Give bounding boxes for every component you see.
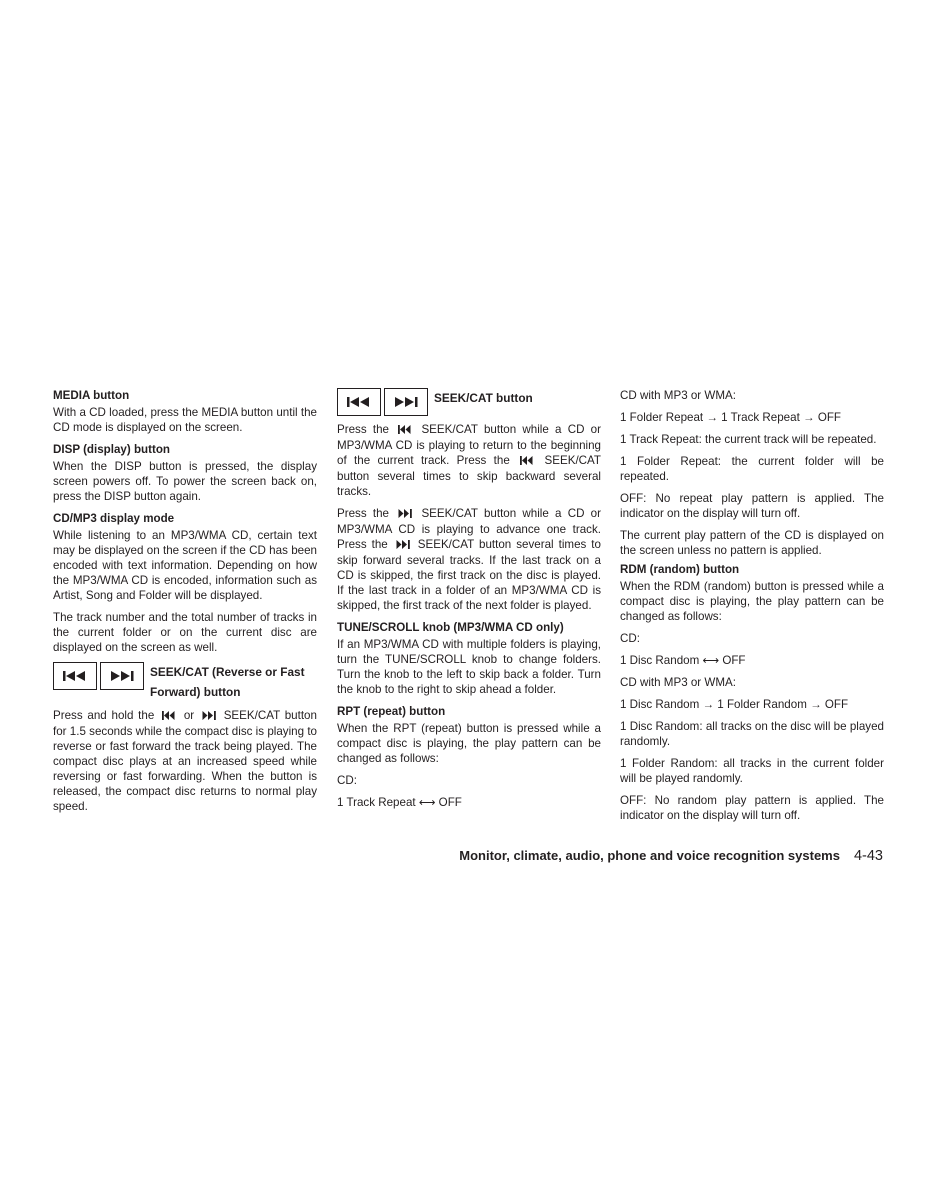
seek-text-or: or [183,709,195,722]
off-repeat-text: OFF: No repeat play pattern is applied. The indicator on the display will turn off. [620,492,884,520]
rpt-mp3-label: CD with MP3 or WMA: [620,389,736,402]
column-1 [53,388,317,821]
rdm-heading: RDM (random) button [620,563,740,576]
skip-back-icon [53,662,97,690]
skip-forward-icon [202,709,216,724]
seek-reverse-forward-text [53,708,317,814]
skip-forward-icon [396,538,410,553]
rdm-cd-label: CD: [620,632,640,645]
page-number: 4-43 [853,848,883,864]
skip-forward-icon [384,388,428,416]
rpt-mp3-pattern: 1 Folder Repeat → 1 Track Repeat → OFF [620,411,842,424]
seek-text-b: SEEK/CAT button for 1.5 seconds while the compact disc is playing to reverse or fast forward the track being played. The compact disc plays at an increased speed while reversing or fast forwarding. When the button is released, the compact disc returns to normal play speed. [53,709,317,813]
media-text: With a CD loaded, press the MEDIA button until the CD mode is displayed on the screen. [53,406,317,434]
seek-forward-text-a: Press the [337,507,389,520]
rdm-cd-pattern: 1 Disc Random ⟷ OFF [620,654,746,667]
seek-cat-button-pair [337,388,428,416]
seek-cat-heading-row [337,388,601,416]
seek-reverse-forward-heading-row [53,662,317,702]
disc-random-text: 1 Disc Random: all tracks on the disc will be played randomly. [620,720,884,748]
skip-forward-icon [398,507,412,522]
seek-back-text [337,422,601,499]
seek-back-text-b: SEEK/CAT button while a CD or MP3/WMA CD is playing to return to the beginning of the current track. Press the [337,423,601,467]
column-2 [337,388,601,817]
seek-forward-text-c: SEEK/CAT button several times to skip forward several tracks. If the last track on a CD is skipped, the first track on the disc is played. If the last track in a folder of an MP3/WMA CD is skipped, the first track of the next folder is played. [337,538,601,612]
seek-back-text-c: SEEK/CAT button several times to skip backward several tracks. [337,454,601,498]
rpt-heading: RPT (repeat) button [337,705,446,718]
tune-scroll-heading: TUNE/SCROLL knob (MP3/WMA CD only) [337,621,564,634]
folder-random-text: 1 Folder Random: all tracks in the current folder will be played randomly. [620,757,884,785]
seek-cat-heading: SEEK/CAT button [434,391,533,405]
off-random-text: OFF: No random play pattern is applied. The indicator on the display will turn off. [620,794,884,822]
rpt-cd-label: CD: [337,774,357,787]
seek-button-pair [53,662,144,690]
rpt-cd-pattern: 1 Track Repeat ⟷ OFF [337,796,462,809]
section-title: Monitor, climate, audio, phone and voice recognition systems [459,848,840,863]
current-pattern-text: The current play pattern of the CD is displayed on the screen unless no pattern is applied. [620,529,884,557]
folder-repeat-text: 1 Folder Repeat: the current folder will be repeated. [620,455,884,483]
skip-back-icon [398,423,412,438]
rdm-mp3-label: CD with MP3 or WMA: [620,676,736,689]
seek-back-text-a: Press the [337,423,389,436]
rdm-text: When the RDM (random) button is pressed while a compact disc is playing, the play pattern can be changed as follows: [620,580,884,623]
column-3 [620,388,884,830]
seek-reverse-forward-heading: SEEK/CAT (Reverse or Fast Forward) button [150,665,305,699]
skip-back-icon [520,454,534,469]
seek-forward-text-b: SEEK/CAT button while a CD or MP3/WMA CD is playing to advance one track. Press the [337,507,601,551]
tune-scroll-text: If an MP3/WMA CD with multiple folders is playing, turn the TUNE/SCROLL knob to change folders. Turn the knob to the left to skip back a folder. Turn the knob to the right to skip ahead a folder. [337,638,601,696]
page-footer [459,848,883,864]
seek-forward-text [337,506,601,613]
cdmp3-text-1: While listening to an MP3/WMA CD, certain text may be displayed on the screen if the CD has been encoded with text information. Depending on how the MP3/WMA CD is encoded, information such as Artist, Song and Folder will be displayed. [53,529,317,602]
rpt-text: When the RPT (repeat) button is pressed while a compact disc is playing, the play pattern can be changed as follows: [337,722,601,765]
track-repeat-text: 1 Track Repeat: the current track will be repeated. [620,433,877,446]
disp-heading: DISP (display) button [53,443,171,456]
skip-back-icon [337,388,381,416]
cdmp3-heading: CD/MP3 display mode [53,512,175,525]
skip-back-icon [162,709,176,724]
disp-text: When the DISP button is pressed, the display screen powers off. To power the screen back on, press the DISP button again. [53,460,317,503]
media-heading: MEDIA button [53,389,130,402]
seek-text-a: Press and hold the [53,709,155,722]
cdmp3-text-2: The track number and the total number of tracks in the current folder or on the current disc are displayed on the screen as well. [53,611,317,654]
skip-forward-icon [100,662,144,690]
rdm-mp3-pattern: 1 Disc Random → 1 Folder Random → OFF [620,698,849,711]
